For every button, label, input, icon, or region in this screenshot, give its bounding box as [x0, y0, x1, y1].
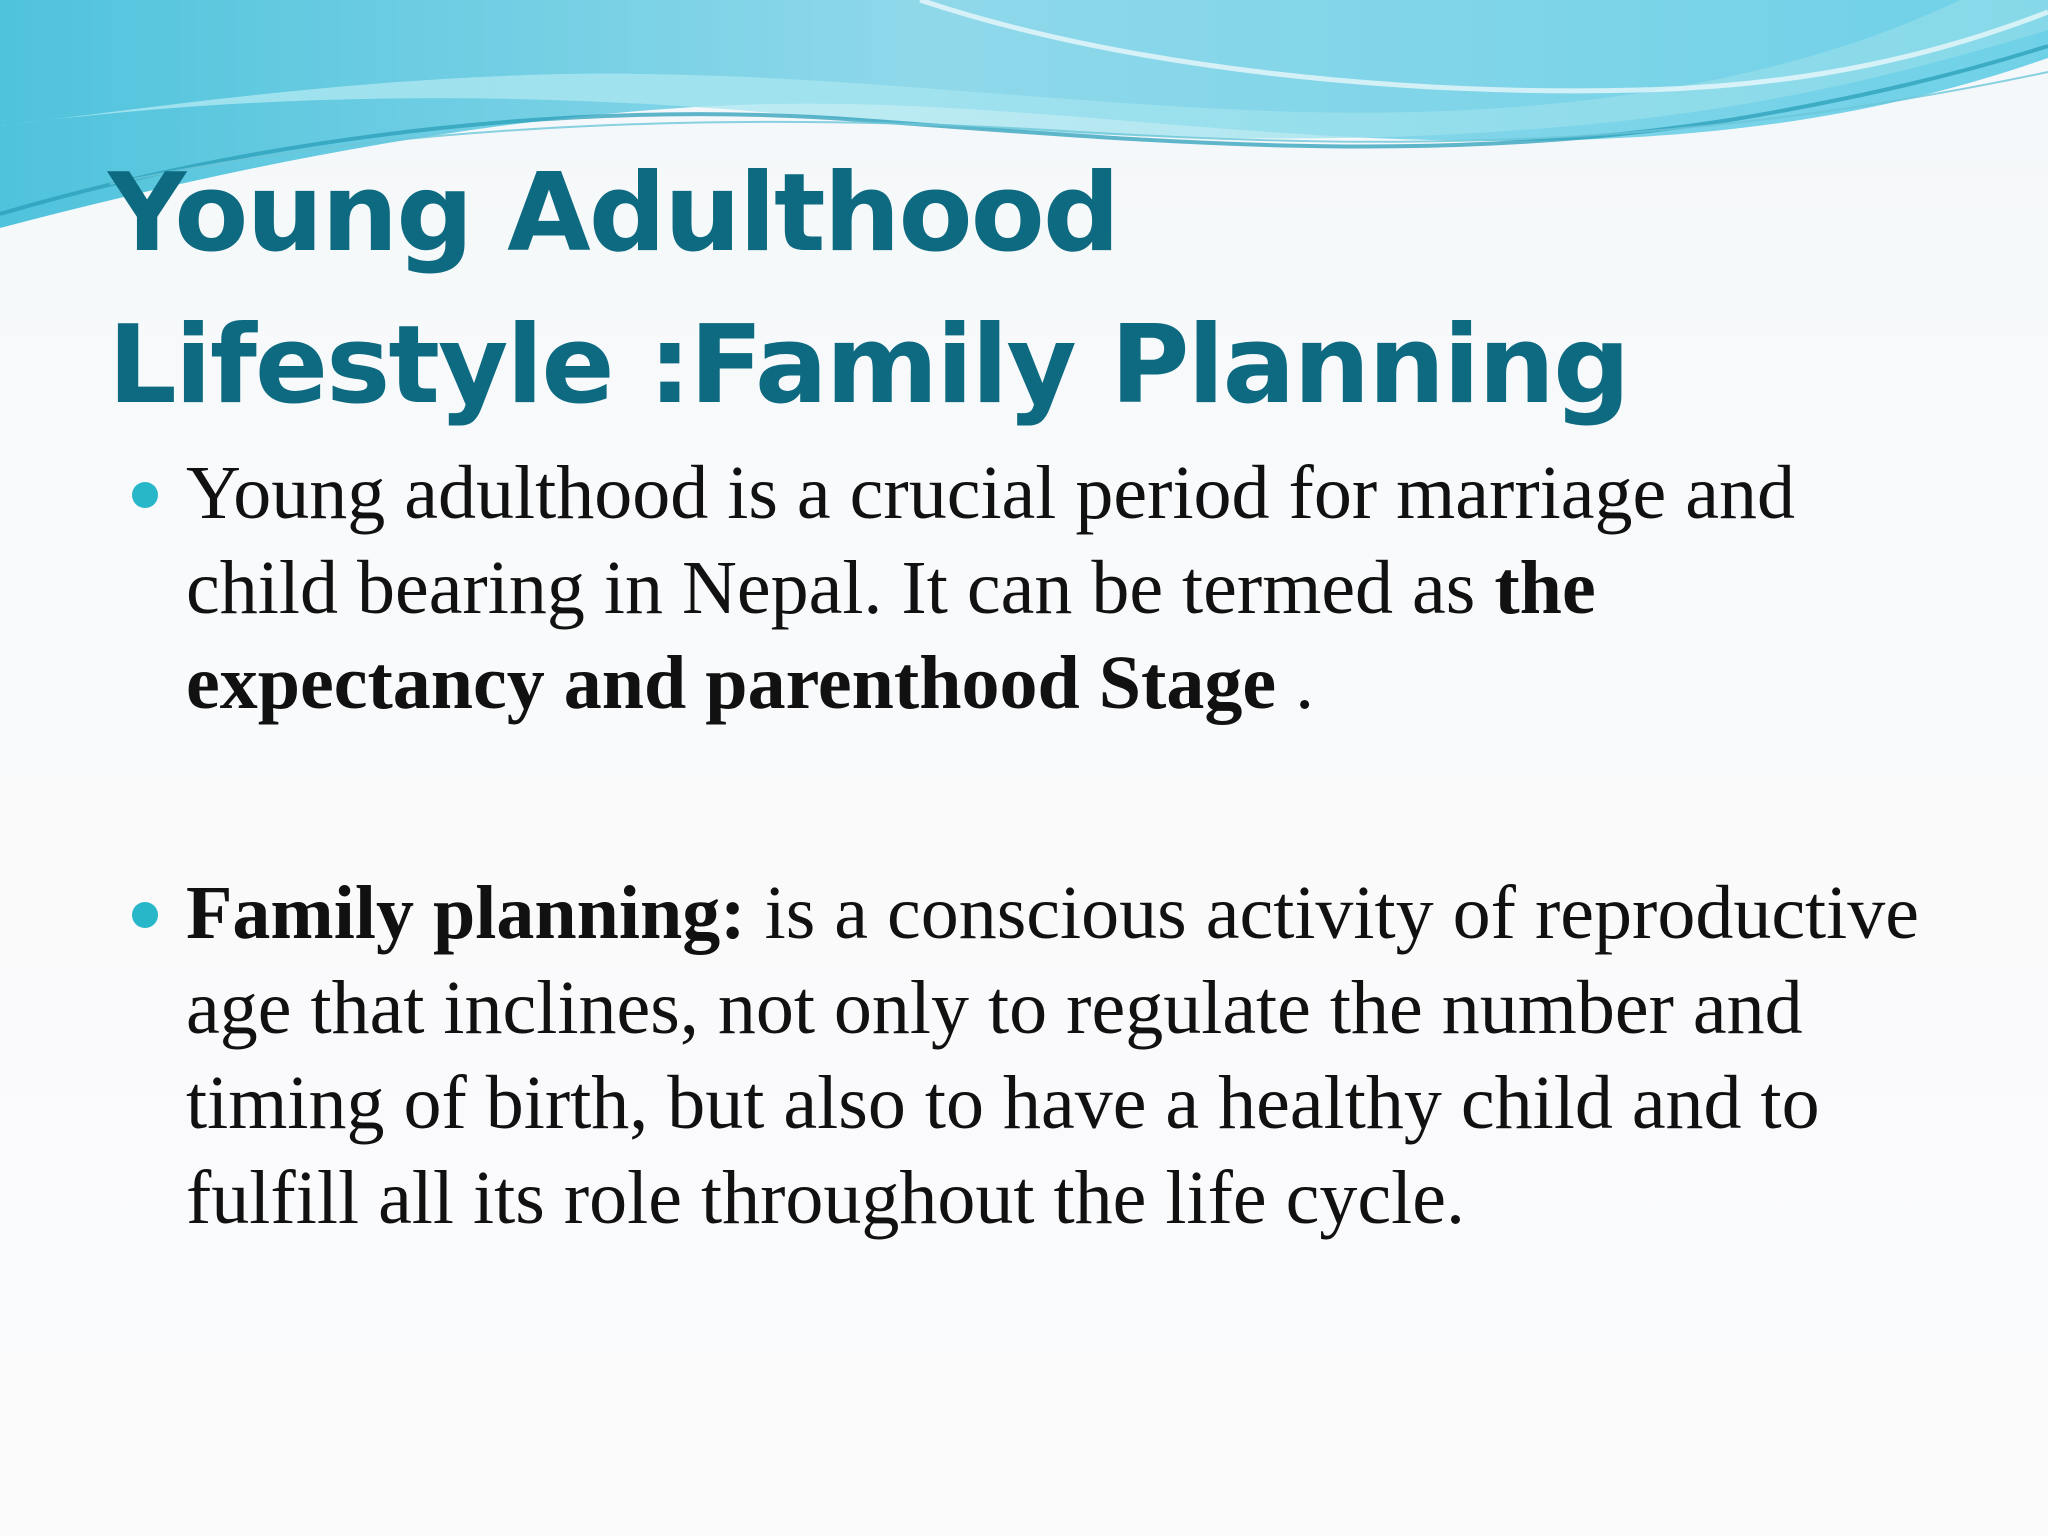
slide-title-line-2: Lifestyle :Family Planning: [108, 303, 1629, 428]
slide-title-line-1: Young Adulthood: [108, 151, 1119, 276]
bullet-text: [186, 866, 1946, 1246]
bullet-text-ending: .: [1276, 641, 1315, 725]
bullet-item-young-adulthood: [186, 446, 1946, 731]
bullet-text-bold: the expectancy and parenthood Stage: [186, 546, 1596, 725]
bullet-text: [186, 446, 1946, 731]
bullet-term: Family planning:: [186, 871, 746, 955]
bullet-definition: is a conscious activity of reproductive age that inclines, not only to regulate the number and timing of birth, but also to have a healthy child and to fulfill all its role throughout the life cycle.: [186, 871, 1920, 1240]
bullet-dot-icon: [132, 482, 158, 508]
bullet-item-family-planning: [186, 866, 1946, 1246]
bullet-dot-icon: [132, 902, 158, 928]
bullet-text-regular: Young adulthood is a crucial period for marriage and child bearing in Nepal. It can be termed as: [186, 451, 1795, 630]
